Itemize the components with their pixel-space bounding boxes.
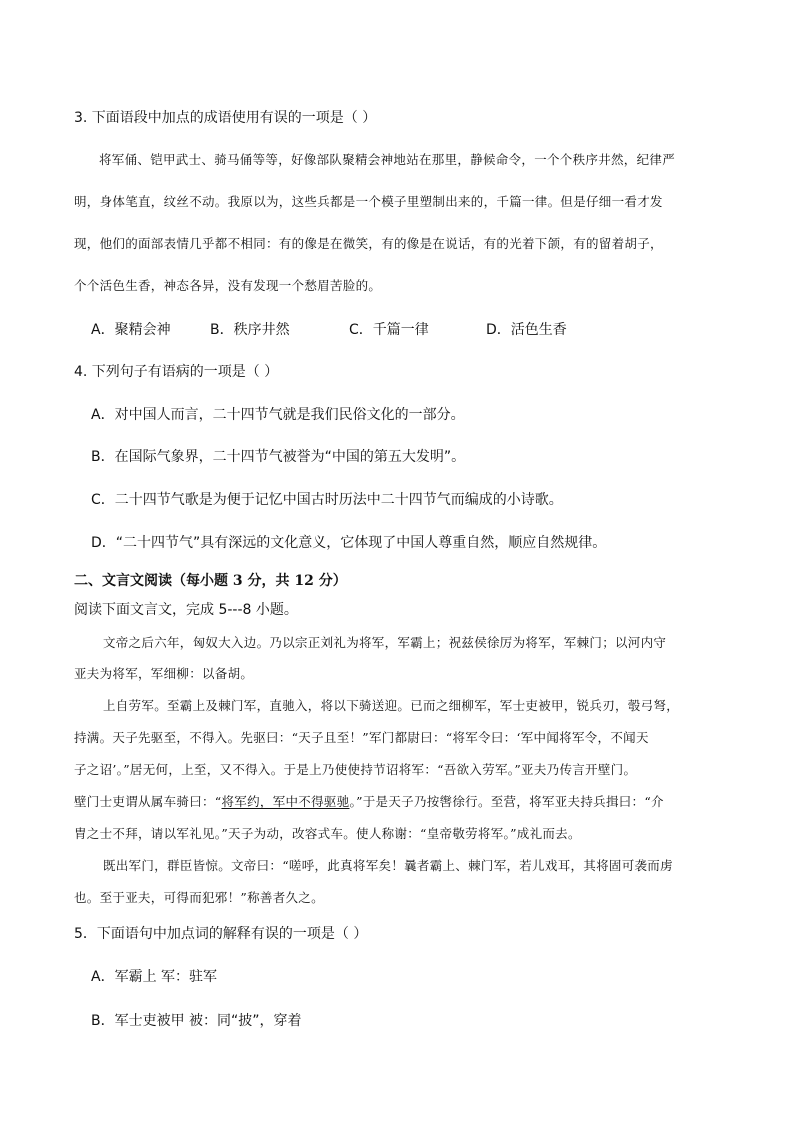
- option-c: C．千篇一律: [349, 322, 429, 338]
- passage-line: 亚夫为将军，军细柳：以备胡。: [74, 666, 254, 681]
- passage-line: 将军俑、铠甲武士、骑马俑等等，好像部队聚精会神地站在那里，静候命令，一个个秩序井然，纪律严: [99, 152, 676, 167]
- option-b: B．秩序井然: [210, 322, 290, 338]
- passage-line: 个个活色生香，神态各异，没有发现一个愁眉苦脸的。: [74, 278, 382, 293]
- option-b: B．军士吏被甲 被：同“披”，穿着: [91, 1013, 302, 1029]
- passage-line: [74, 792, 664, 810]
- option-a: A．聚精会神: [91, 322, 171, 338]
- text-segment: 。”于是天子乃按辔徐行。至营，将军亚夫持兵揖曰：“介: [349, 794, 664, 809]
- section-instruction: 阅读下面文言文，完成 5---8 小题。: [74, 602, 298, 618]
- option-a: A．对中国人而言，二十四节气就是我们民俗文化的一部分。: [91, 407, 465, 423]
- passage-line: 既出军门，群臣皆惊。文帝曰：“嗟呼，此真将军矣！曩者霸上、棘门军，若儿戏耳，其将固可袭而虏: [103, 858, 673, 873]
- question-4-stem: 4. 下列句子有语病的一项是（ ）: [74, 364, 279, 380]
- option-b: B．在国际气象界，二十四节气被誉为“中国的第五大发明”。: [91, 449, 466, 465]
- option-a: A．军霸上 军：驻军: [91, 969, 218, 985]
- passage-line: 明，身体笔直，纹丝不动。我原以为，这些兵都是一个模子里塑制出来的，千篇一律。但是仔细一看才发: [74, 194, 663, 209]
- option-d: D．“二十四节气”具有深远的文化意义，它体现了中国人尊重自然，顺应自然规律。: [91, 535, 607, 551]
- text-segment: 壁门士吏谓从属车骑曰：“: [74, 794, 222, 809]
- passage-line: 也。至于亚夫，可得而犯邪！”称善者久之。: [74, 890, 324, 905]
- passage-line: 现，他们的面部表情几乎都不相同：有的像是在微笑，有的像是在说话，有的光着下颌，有的留着胡子，: [74, 236, 663, 251]
- underlined-sentence: 将军约，军中不得驱驰: [221, 794, 350, 809]
- section-title: 二、文言文阅读（每小题 3 分，共 12 分）: [74, 573, 347, 589]
- passage-line: 文帝之后六年，匈奴大入边。乃以宗正刘礼为将军，军霸上；祝兹侯徐厉为将军，军棘门；以河内守: [103, 635, 667, 650]
- passage-line: 子之诏’。”居无何，上至，又不得入。于是上乃使使持节诏将军：“吾欲入劳军。”亚夫乃传言开壁门。: [74, 762, 637, 777]
- option-c: C．二十四节气歌是为便于记忆中国古时历法中二十四节气而编成的小诗歌。: [91, 492, 563, 508]
- option-d: D．活色生香: [486, 322, 567, 338]
- question-5-stem: 5．下面语句中加点词的解释有误的一项是（ ）: [74, 926, 368, 942]
- passage-line: 胄之士不拜，请以军礼见。”天子为动，改容式车。使人称谢：“皇帝敬劳将军。”成礼而去。: [74, 826, 581, 841]
- passage-line: 持满。天子先驱至，不得入。先驱曰：“天子且至！”军门都尉曰：“将军令曰：‘军中闻将军令，不闻天: [74, 730, 649, 745]
- question-3-stem: 3. 下面语段中加点的成语使用有误的一项是（ ）: [74, 110, 377, 126]
- passage-line: 上自劳军。至霸上及棘门军，直驰入，将以下骑送迎。已而之细柳军，军士吏被甲，锐兵刃，彀弓弩，: [103, 698, 680, 713]
